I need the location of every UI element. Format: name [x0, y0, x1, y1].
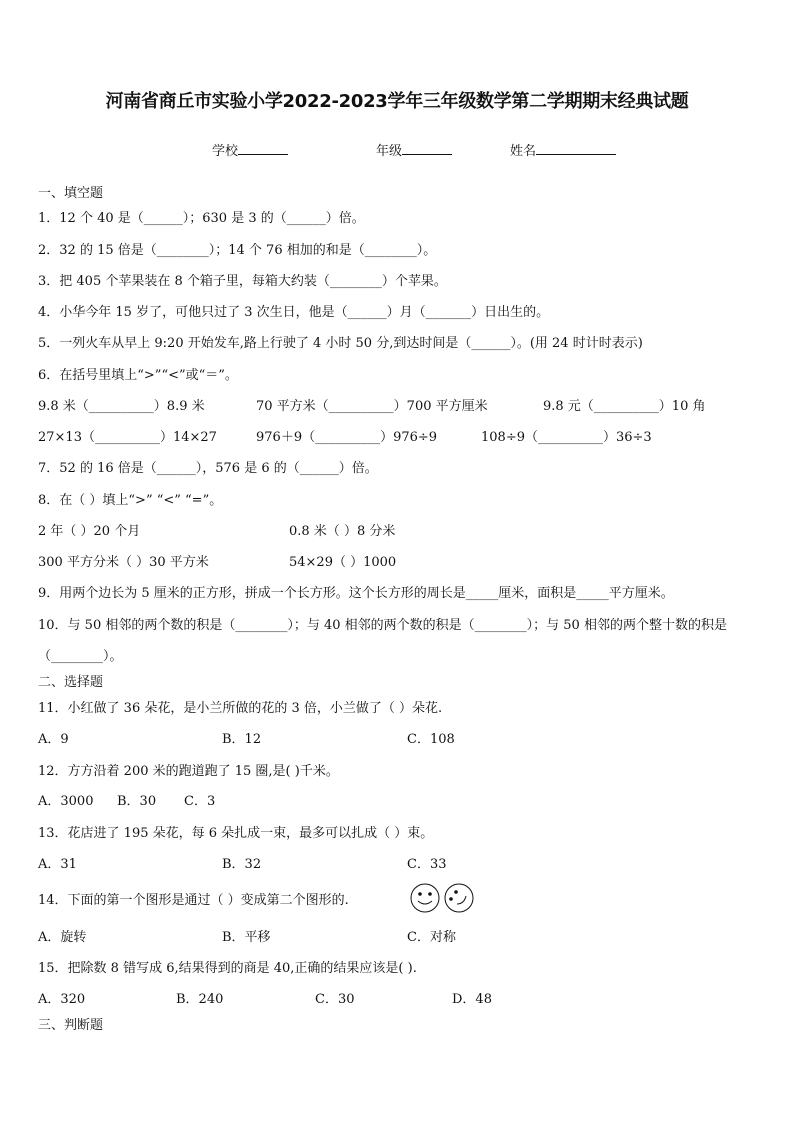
- grade-field: [376, 140, 452, 159]
- question-15-option[interactable]: B．240: [176, 992, 224, 1007]
- question-6-item: 9.8 米（__________）8.9 米: [38, 399, 205, 414]
- question-6-item: 27×13（__________）14×27: [38, 430, 217, 445]
- smiley-face-icon: [411, 884, 439, 912]
- question-6-item: 976＋9（__________）976÷9: [256, 430, 438, 445]
- question-9: 9．用两个边长为 5 厘米的正方形，拼成一个长方形。这个长方形的周长是_____厘米，面积是_____平方厘米。: [38, 586, 674, 601]
- question-8-item: 300 平方分米（ ）30 平方米: [38, 555, 209, 570]
- section-heading-true-false: 三、判断题: [38, 1018, 104, 1033]
- name-blank[interactable]: [536, 141, 616, 155]
- question-13-option[interactable]: B．32: [222, 857, 262, 872]
- question-8-item: 0.8 米（ ）8 分米: [289, 524, 396, 539]
- question-14: 14．下面的第一个图形是通过（ ）变成第二个图形的.: [38, 893, 349, 908]
- question-12-option[interactable]: B．30: [117, 794, 157, 809]
- question-12-option[interactable]: A．3000: [38, 794, 94, 809]
- question-11-option[interactable]: B．12: [222, 732, 262, 747]
- question-15-option[interactable]: D．48: [452, 992, 492, 1007]
- question-14-option[interactable]: C．对称: [407, 930, 456, 945]
- question-5: 5．一列火车从早上 9:20 开始发车,路上行驶了 4 小时 50 分,到达时间是（______）。(用 24 时计时表示): [38, 336, 643, 351]
- question-8-item: 54×29（ ）1000: [289, 555, 397, 570]
- question-15-option[interactable]: A．320: [38, 992, 86, 1007]
- school-blank[interactable]: [238, 141, 288, 155]
- question-7: 7．52 的 16 倍是（______），576 是 6 的（______）倍。: [38, 461, 378, 476]
- question-10: 10．与 50 相邻的两个数的积是（________）；与 40 相邻的两个数的积是（________）；与 50 相邻的两个整十数的积是: [38, 618, 727, 633]
- question-6: 6．在括号里填上“>”“<”或“＝”。: [38, 368, 238, 383]
- rotated-smiley-face-icon: [445, 884, 473, 912]
- question-6-item: 108÷9（__________）36÷3: [481, 430, 652, 445]
- section-heading-choice: 二、选择题: [38, 675, 104, 690]
- name-field: [510, 140, 616, 159]
- question-3: 3．把 405 个苹果装在 8 个箱子里，每箱大约装（________）个苹果。: [38, 274, 447, 289]
- school-field: [212, 140, 288, 159]
- grade-label: 年级: [376, 144, 403, 159]
- question-11-option[interactable]: C．108: [407, 732, 455, 747]
- grade-blank[interactable]: [402, 141, 452, 155]
- question-10-continued: （________）。: [38, 649, 123, 664]
- question-4: 4．小华今年 15 岁了，可他只过了 3 次生日，他是（______）月（_______）日出生的。: [38, 305, 550, 320]
- school-label: 学校: [212, 144, 239, 159]
- question-6-item: 70 平方米（__________）700 平方厘米: [256, 399, 488, 414]
- question-8: 8．在（ ）填上“>” “<” “=”。: [38, 493, 223, 508]
- question-14-option[interactable]: B．平移: [222, 930, 271, 945]
- question-12-option[interactable]: C．3: [184, 794, 216, 809]
- name-label: 姓名: [510, 144, 537, 159]
- question-6-item: 9.8 元（__________）10 角: [543, 399, 706, 414]
- question-1: 1．12 个 40 是（______）；630 是 3 的（______）倍。: [38, 211, 365, 226]
- page-title: 河南省商丘市实验小学2022-2023学年三年级数学第二学期期末经典试题: [105, 91, 689, 112]
- question-15: 15．把除数 8 错写成 6,结果得到的商是 40,正确的结果应该是( ).: [38, 961, 417, 976]
- question-11-option[interactable]: A．9: [38, 732, 69, 747]
- smiley-faces-figure: [410, 882, 476, 918]
- question-2: 2．32 的 15 倍是（________）；14 个 76 相加的和是（________）。: [38, 243, 437, 258]
- question-11: 11．小红做了 36 朵花，是小兰所做的花的 3 倍，小兰做了（ ）朵花.: [38, 701, 443, 716]
- question-8-item: 2 年（ ）20 个月: [38, 524, 141, 539]
- question-14-option[interactable]: A．旋转: [38, 930, 87, 945]
- question-15-option[interactable]: C．30: [315, 992, 355, 1007]
- question-13: 13．花店进了 195 朵花，每 6 朵扎成一束，最多可以扎成（ ）束。: [38, 826, 434, 841]
- question-13-option[interactable]: C．33: [407, 857, 447, 872]
- question-12: 12．方方沿着 200 米的跑道跑了 15 圈,是( )千米。: [38, 764, 339, 779]
- section-heading-fill-in: 一、填空题: [38, 186, 104, 201]
- question-13-option[interactable]: A．31: [38, 857, 77, 872]
